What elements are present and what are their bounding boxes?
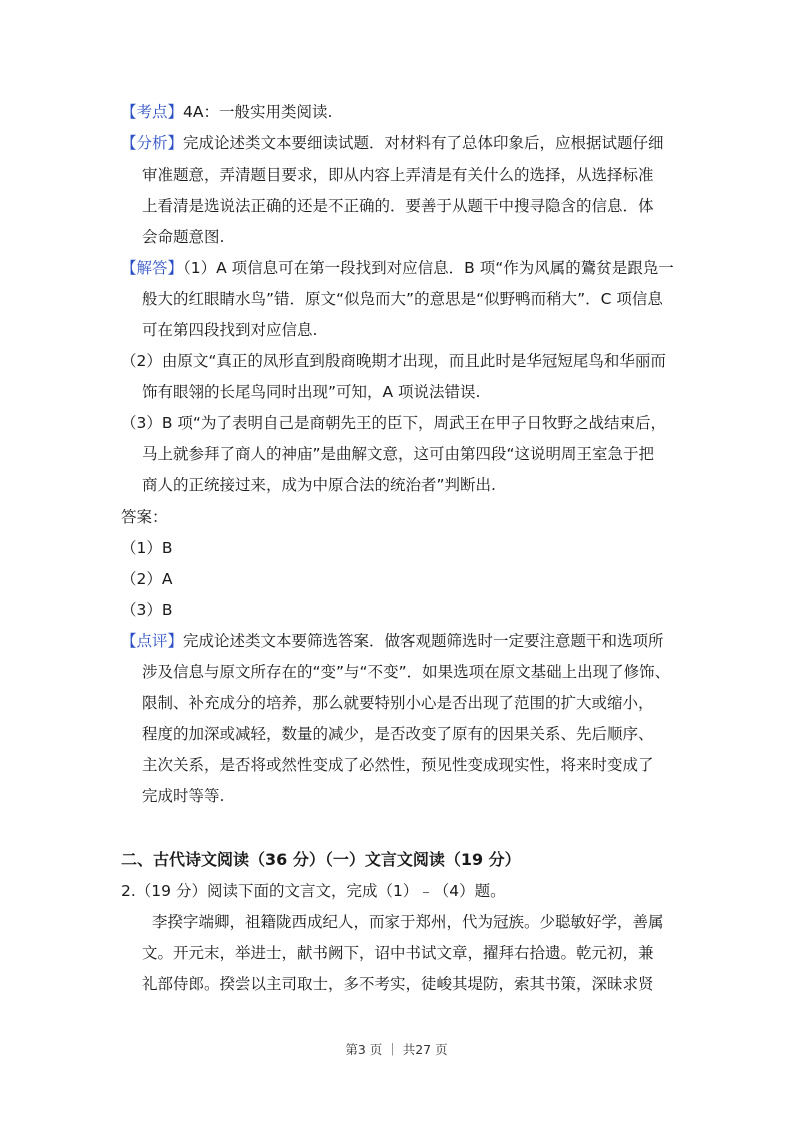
kaodian-line bbox=[121, 102, 332, 122]
kaodian-text: 4A：一般实用类阅读. bbox=[183, 103, 333, 121]
item2-line-2: 饰有眼翎的长尾鸟同时出现”可知，A 项说法错误. bbox=[142, 383, 481, 401]
dianping-line-6: 完成时等等. bbox=[142, 787, 225, 805]
jieda-text-1: （1）A 项信息可在第一段找到对应信息．B 项“作为风属的鷟贫是跟凫一 bbox=[183, 259, 674, 277]
fenxi-text-1: 完成论述类文本要细读试题．对材料有了总体印象后，应根据试题仔细 bbox=[183, 134, 664, 152]
dianping-tag: 【点评】 bbox=[121, 632, 184, 650]
fenxi-tag: 【分析】 bbox=[121, 134, 184, 152]
fenxi-line-1 bbox=[121, 133, 664, 153]
fenxi-line-4: 会命题意图. bbox=[142, 228, 225, 246]
kaodian-tag: 【考点】 bbox=[121, 103, 184, 121]
dianping-line-5: 主次关系，是否将或然性变成了必然性，预见性变成现实性，将来时变成了 bbox=[142, 756, 654, 774]
answers-label: 答案： bbox=[121, 508, 168, 526]
page-footer: 第3 页 ｜ 共27 页 bbox=[345, 1042, 448, 1057]
dianping-line-1 bbox=[121, 631, 664, 651]
item2-line-1: （2）由原文“真正的凤形直到殷商晚期才出现，而且此时是华冠短尾鸟和华丽而 bbox=[121, 352, 666, 370]
jieda-tag: 【解答】 bbox=[121, 259, 184, 277]
section-heading: 二、古代诗文阅读（36 分）（一）文言文阅读（19 分） bbox=[121, 850, 521, 869]
jieda-line-2: 般大的红眼睛水鸟”错．原文“似凫而大”的意思是“似野鸭而稍大”．C 项信息 bbox=[142, 290, 663, 308]
q2-line-1: 李揆字端卿，祖籍陇西成纪人，而家于郑州，代为冠族。少聪敏好学，善属 bbox=[152, 913, 664, 931]
item3-line-3: 商人的正统接过来，成为中原合法的统治者”判断出. bbox=[142, 476, 496, 494]
fenxi-line-2: 审准题意，弄清题目要求，即从内容上弄清是有关什么的选择，从选择标准 bbox=[142, 166, 654, 184]
q2-intro: 2.（19 分）阅读下面的文言文，完成（1）﹣（4）题。 bbox=[121, 882, 506, 900]
answer-3: （3）B bbox=[121, 601, 173, 619]
jieda-line-3: 可在第四段找到对应信息. bbox=[142, 321, 318, 339]
item3-line-2: 马上就参拜了商人的神庙”是曲解文意，这可由第四段“这说明周王室急于把 bbox=[142, 445, 655, 463]
dianping-line-4: 程度的加深或减轻，数量的减少，是否改变了原有的因果关系、先后顺序、 bbox=[142, 725, 654, 743]
q2-line-2: 文。开元末，举进士，献书阙下，诏中书试文章，擢拜右拾遗。乾元初，兼 bbox=[142, 944, 654, 962]
fenxi-line-3: 上看清是选说法正确的还是不正确的．要善于从题干中搜寻隐含的信息．体 bbox=[142, 197, 654, 215]
jieda-line-1 bbox=[121, 258, 674, 278]
q2-line-3: 礼部侍郎。揆尝以主司取士，多不考实，徒峻其堤防，索其书策，深昧求贤 bbox=[142, 975, 654, 993]
dianping-line-2: 涉及信息与原文所存在的“变”与“不变”．如果选项在原文基础上出现了修饰、 bbox=[142, 663, 671, 681]
dianping-text-1: 完成论述类文本要筛选答案．做客观题筛选时一定要注意题干和选项所 bbox=[183, 632, 664, 650]
answer-2: （2）A bbox=[121, 570, 173, 588]
answer-1: （1）B bbox=[121, 539, 173, 557]
item3-line-1: （3）B 项“为了表明自己是商朝先王的臣下，周武王在甲子日牧野之战结束后， bbox=[121, 414, 666, 432]
dianping-line-3: 限制、补充成分的培养，那么就要特别小心是否出现了范围的扩大或缩小， bbox=[142, 694, 654, 712]
